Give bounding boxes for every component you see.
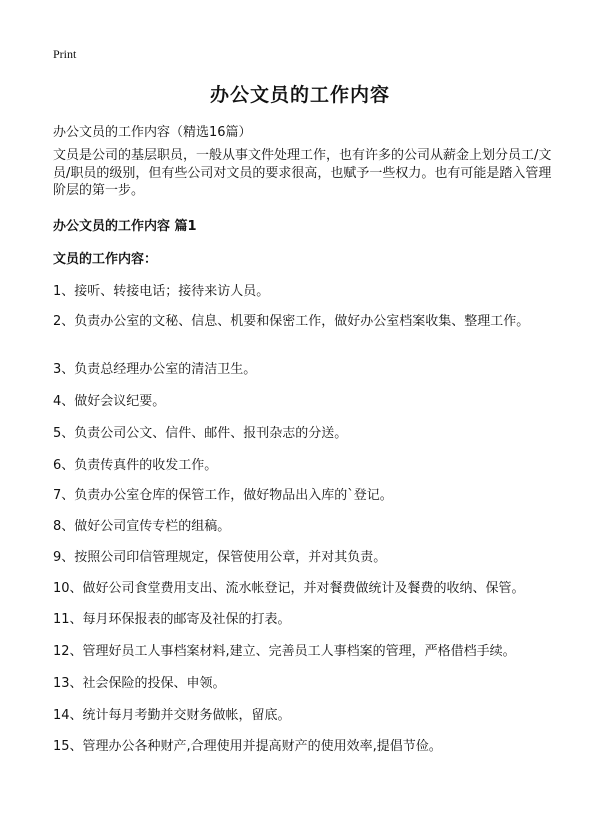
- list-item: 14、统计每月考勤并交财务做帐，留底。: [53, 708, 291, 723]
- list-item: 4、做好会议纪要。: [53, 394, 166, 409]
- section-heading: 办公文员的工作内容 篇1: [53, 219, 197, 234]
- list-item: 2、负责办公室的文秘、信息、机要和保密工作，做好办公室档案收集、整理工作。: [53, 314, 530, 329]
- list-item: 11、每月环保报表的邮寄及社保的打表。: [53, 612, 291, 627]
- list-item: 12、管理好员工人事档案材料,建立、完善员工人事档案的管理，严格借档手续。: [53, 644, 516, 659]
- list-item: 7、负责办公室仓库的保管工作，做好物品出入库的`登记。: [53, 488, 393, 503]
- list-item: 5、负责公司公文、信件、邮件、报刊杂志的分送。: [53, 426, 348, 441]
- list-item: 15、管理办公各种财产,合理使用并提高财产的使用效率,提倡节俭。: [53, 739, 442, 754]
- intro-paragraph: 文员是公司的基层职员，一般从事文件处理工作，也有许多的公司从薪金上划分员工/文员/职员的级别，但有些公司对文员的要求很高，也赋予一些权力。也有可能是踏入管理阶层的第一步。: [53, 148, 552, 198]
- print-link[interactable]: Print: [53, 47, 77, 61]
- list-item: 9、按照公司印信管理规定，保管使用公章，并对其负责。: [53, 550, 387, 565]
- list-item: 13、社会保险的投保、申领。: [53, 676, 226, 691]
- document-subtitle: 办公文员的工作内容（精选16篇）: [53, 125, 252, 140]
- list-item: 6、负责传真件的收发工作。: [53, 458, 218, 473]
- list-item: 1、接听、转接电话；接待来访人员。: [53, 284, 270, 299]
- content-heading: 文员的工作内容：: [53, 252, 158, 267]
- list-item: 10、做好公司食堂费用支出、流水帐登记，并对餐费做统计及餐费的收纳、保管。: [53, 581, 525, 596]
- list-item: 3、负责总经理办公室的清洁卫生。: [53, 362, 257, 377]
- document-title: 办公文员的工作内容: [209, 84, 390, 106]
- list-item: 8、做好公司宣传专栏的组稿。: [53, 519, 231, 534]
